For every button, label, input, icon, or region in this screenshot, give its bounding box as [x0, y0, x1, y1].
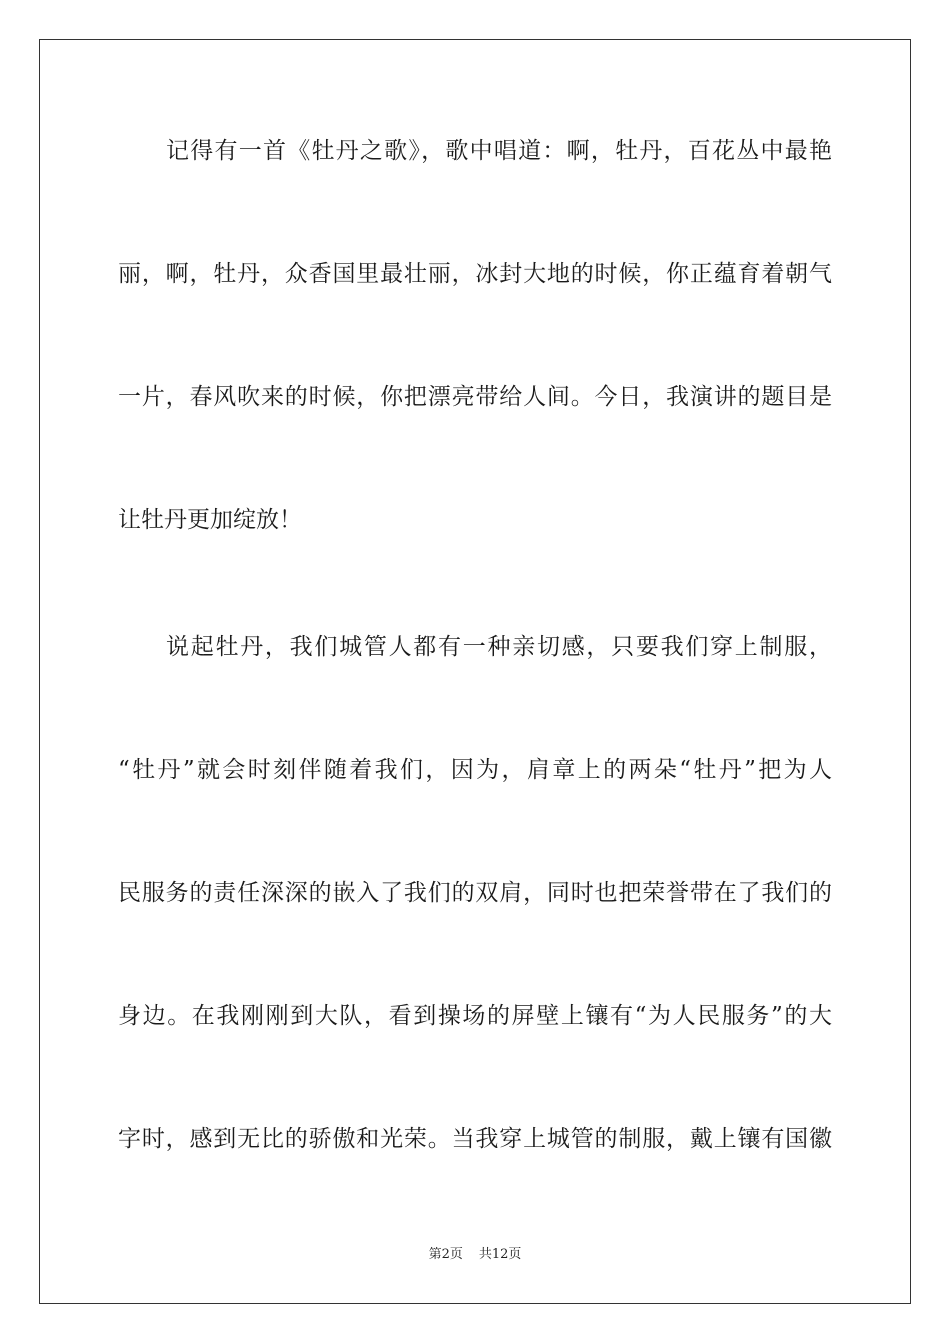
paragraph-2-line-2: “牡丹”就会时刻伴随着我们，因为，肩章上的两朵“牡丹”把为人 — [118, 757, 832, 783]
paragraph-1-line-1: 记得有一首《牡丹之歌》，歌中唱道：啊，牡丹，百花丛中最艳 — [166, 138, 832, 164]
page-total: 共12页 — [478, 1247, 522, 1262]
page-number: 第2页 — [428, 1247, 463, 1262]
paragraph-1-line-2: 丽，啊，牡丹，众香国里最壮丽，冰封大地的时候，你正蕴育着朝气 — [118, 261, 832, 287]
paragraph-2-line-5: 字时，感到无比的骄傲和光荣。当我穿上城管的制服，戴上镶有国徽 — [118, 1126, 832, 1152]
paragraph-2-line-3: 民服务的责任深深的嵌入了我们的双肩，同时也把荣誉带在了我们的 — [118, 880, 832, 906]
paragraph-1-line-3: 一片，春风吹来的时候，你把漂亮带给人间。今日，我演讲的题目是 — [118, 384, 832, 410]
paragraph-1-line-4: 让牡丹更加绽放！ — [118, 507, 302, 533]
paragraph-2-line-1: 说起牡丹，我们城管人都有一种亲切感，只要我们穿上制服， — [166, 634, 832, 660]
page-border — [39, 39, 911, 1304]
paragraph-2-line-4: 身边。在我刚刚到大队，看到操场的屏壁上镶有“为人民服务”的大 — [118, 1003, 832, 1029]
page-footer — [0, 1246, 950, 1264]
